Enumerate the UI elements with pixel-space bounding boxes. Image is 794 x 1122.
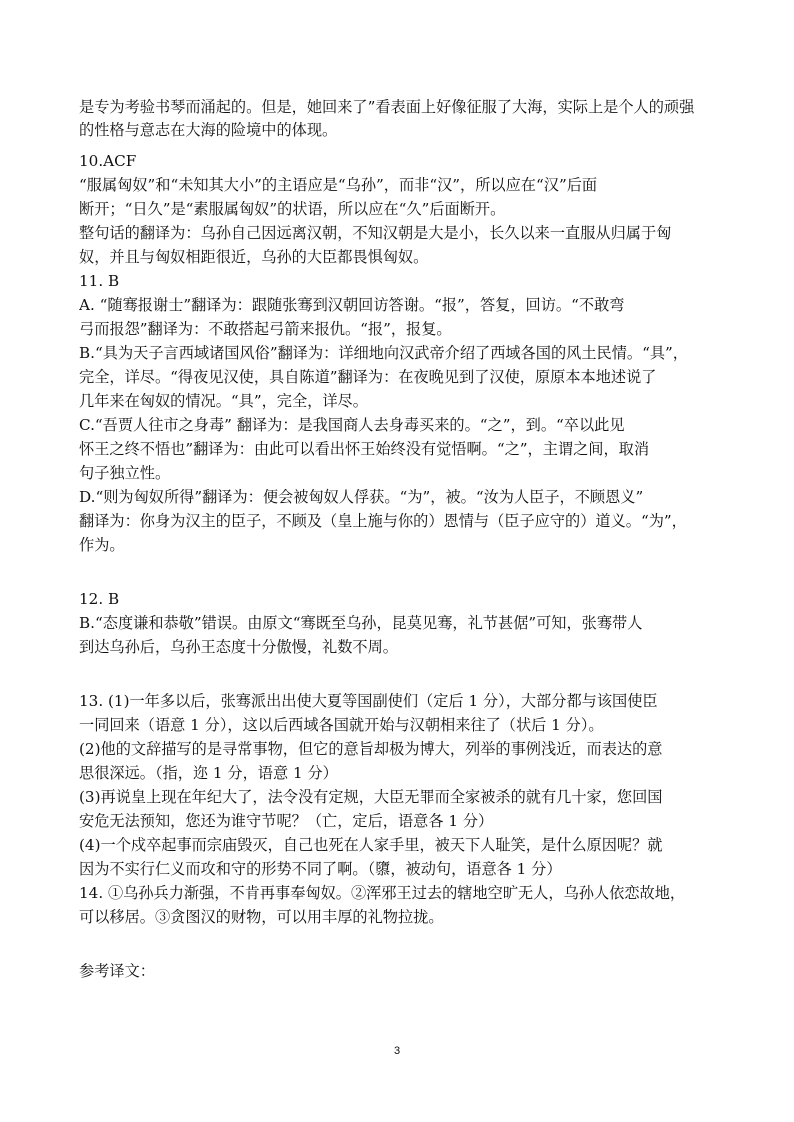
- answer-heading: 10.ACF: [79, 152, 137, 170]
- text-line: 奴，并且与匈奴相距很近，乌孙的大臣都畏惧匈奴。: [79, 248, 429, 266]
- text-line: 翻译为：你身为汉主的臣子，不顾及（皇上施与你的）恩情与（臣子应守的）道义。“为”，: [79, 512, 687, 530]
- answer-heading: 11. B: [79, 272, 120, 290]
- text-line: A. “随骞报谢士”翻译为：跟随张骞到汉朝回访答谢。“报”，答复，回访。“不敢弯: [79, 296, 625, 314]
- text-line: 一同回来（语意 1 分），这以后西域各国就开始与汉朝相来往了（状后 1 分）。: [79, 716, 604, 734]
- text-line: 安危无法预知，您还为谁守节呢？（亡，定后，语意各 1 分）: [79, 812, 494, 830]
- text-line: 的性格与意志在大海的险境中的体现。: [79, 121, 338, 139]
- section-heading: 参考译文：: [79, 962, 155, 980]
- text-line: 13. (1)一年多以后，张骞派出出使大夏等国副使们（定后 1 分），大部分都与该国使臣: [79, 692, 658, 710]
- text-line: 可以移居。③贪图汉的财物，可以用丰厚的礼物拉拢。: [79, 908, 444, 926]
- text-line: 完全，详尽。“得夜见汉使，具自陈道”翻译为：在夜晚见到了汉使，原原本本地述说了: [79, 368, 657, 386]
- text-line: 句子独立性。: [79, 464, 171, 482]
- text-line: 思很深远。（指，迩 1 分，语意 1 分）: [79, 764, 338, 782]
- text-line: “服属匈奴”和“未知其大小”的主语应是“乌孙”，而非“汉”，所以应在“汉”后面: [79, 176, 598, 194]
- text-line: C.“吾贾人往市之身毒” 翻译为：是我国商人去身毒买来的。“之”，到。“卒以此见: [79, 416, 625, 434]
- text-line: 怀王之终不悟也”翻译为：由此可以看出怀王始终没有觉悟啊。“之”，主谓之间，取消: [79, 440, 650, 458]
- text-line: 因为不实行仁义而攻和守的形势不同了啊。（隳，被动句，语意各 1 分）: [79, 860, 562, 878]
- text-line: 14. ①乌孙兵力渐强，不肯再事奉匈奴。②浑邪王过去的辖地空旷无人，乌孙人依恋故地，: [79, 884, 686, 902]
- text-line: 几年来在匈奴的情况。“具”，完全，详尽。: [79, 392, 368, 410]
- text-line: B.“态度谦和恭敬”错误。由原文“骞既至乌孙，昆莫见骞，礼节甚倨”可知，张骞带人: [79, 614, 643, 632]
- text-line: (2)他的文辞描写的是寻常事物，但它的意旨却极为博大，列举的事例浅近，而表达的意: [79, 740, 663, 758]
- page-number: 3: [393, 1045, 401, 1057]
- text-line: 断开；“日久”是“素服属匈奴”的状语，所以应在“久”后面断开。: [79, 200, 506, 218]
- text-line: (4)一个戍卒起事而宗庙毁灭，自己也死在人家手里，被天下人耻笑，是什么原因呢？就: [79, 836, 663, 854]
- text-line: 作为。: [79, 536, 125, 554]
- text-line: 是专为考验书琴而涌起的。但是，她回来了”看表面上好像征服了大海，实际上是个人的顽强: [79, 98, 695, 116]
- text-line: 到达乌孙后，乌孙王态度十分傲慢，礼数不周。: [79, 638, 398, 656]
- text-line: 弓而报怨”翻译为：不敢搭起弓箭来报仇。“报”，报复。: [79, 320, 452, 338]
- answer-heading: 12. B: [79, 590, 120, 608]
- text-line: 整句话的翻译为：乌孙自己因远离汉朝，不知汉朝是大是小，长久以来一直服从归属于匈: [79, 224, 672, 242]
- text-line: (3)再说皇上现在年纪大了，法令没有定规，大臣无罪而全家被杀的就有几十家，您回国: [79, 788, 663, 806]
- text-line: D.“则为匈奴所得”翻译为：便会被匈奴人俘获。“为”，被。“汝为人臣子，不顾恩义”: [79, 488, 644, 506]
- text-line: B.“具为天子言西域诸国风俗”翻译为：详细地向汉武帝介绍了西域各国的风土民情。“具”，: [79, 344, 688, 362]
